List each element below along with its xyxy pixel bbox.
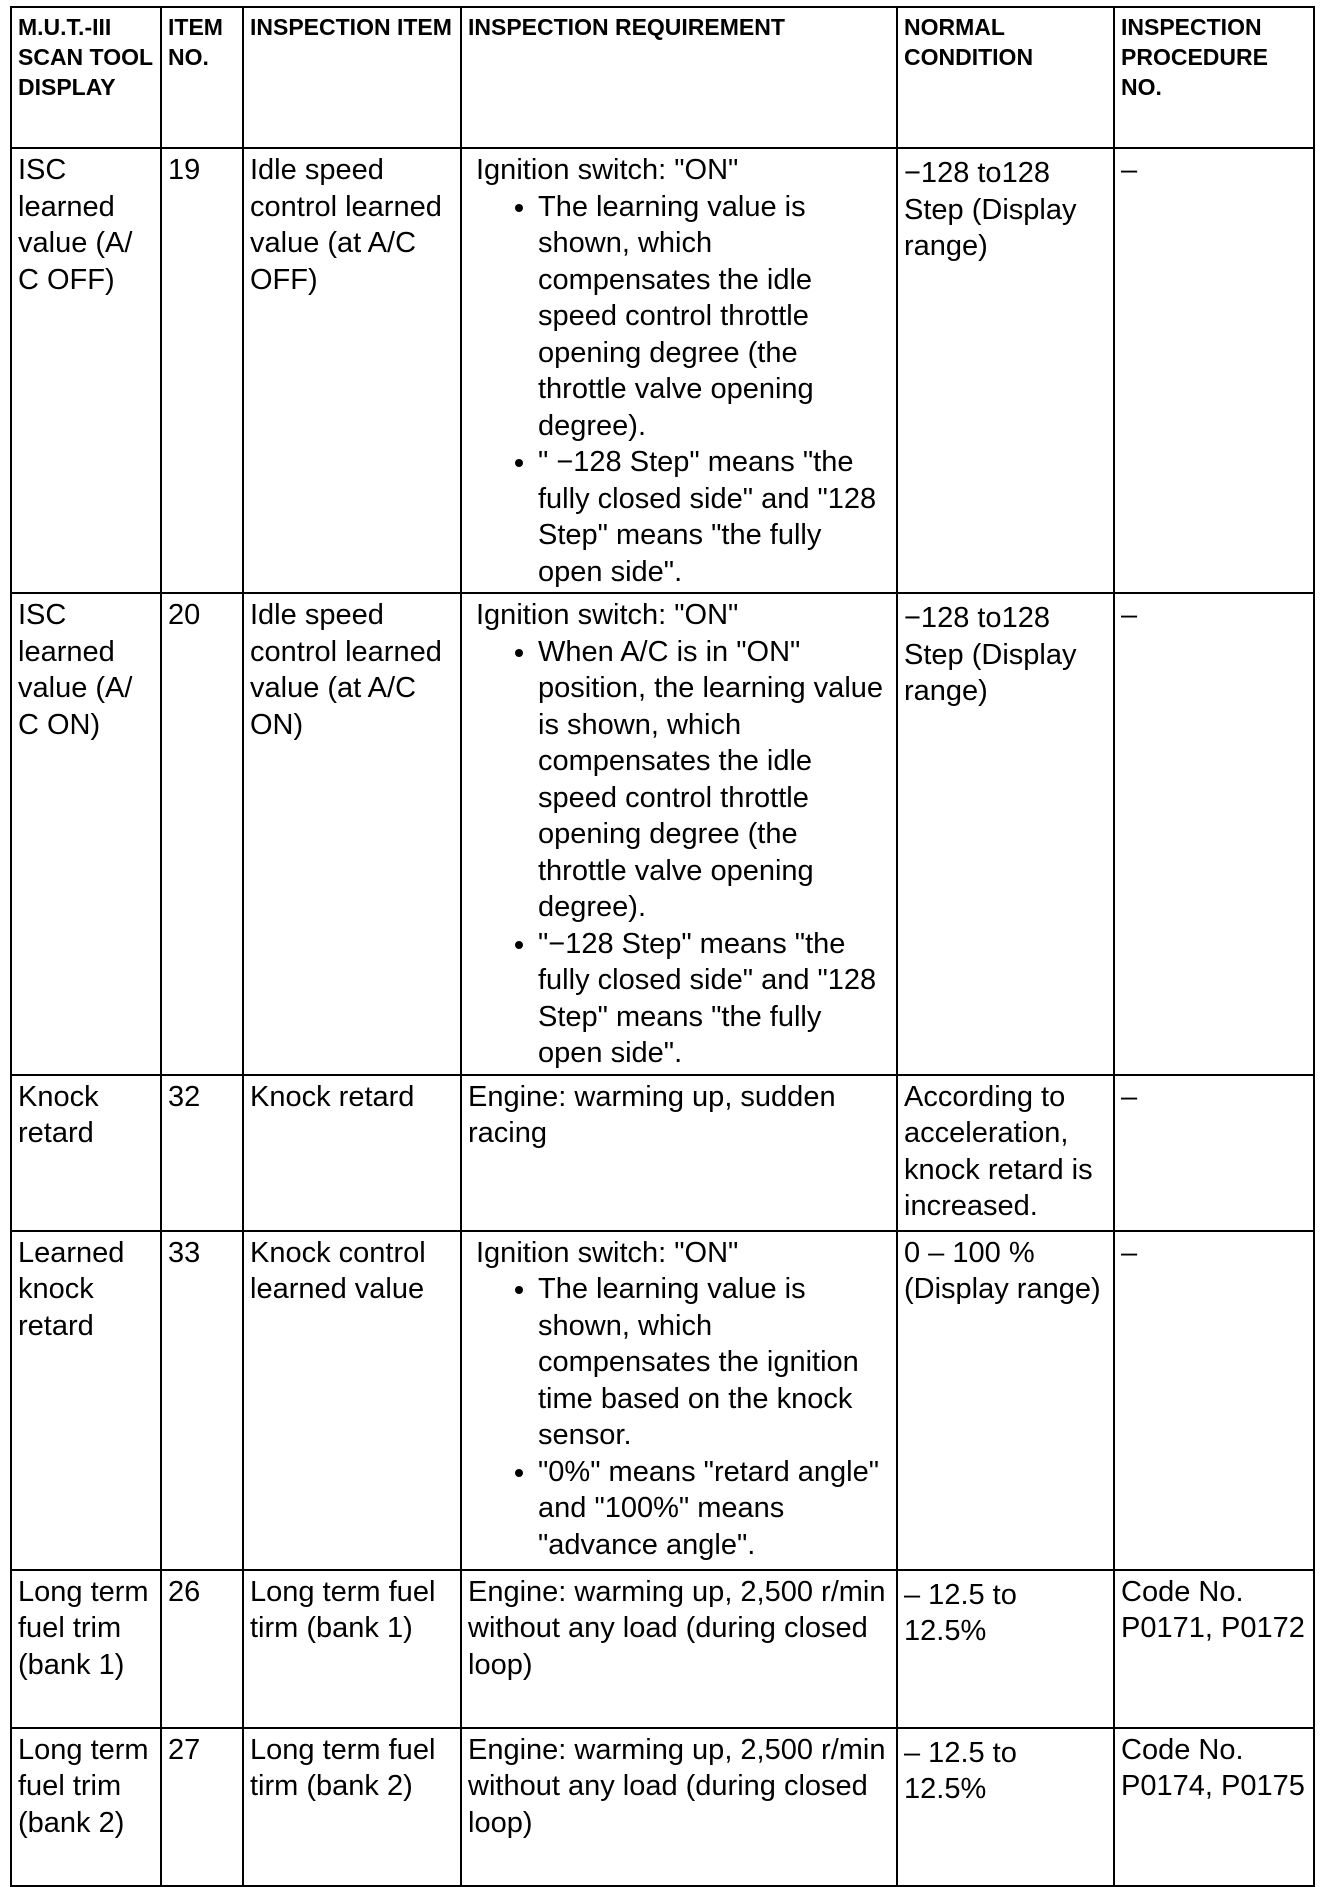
- cell-procedure: –: [1114, 1231, 1314, 1570]
- cell-requirement: [461, 593, 897, 1075]
- bullet-item: • "−128 Step" means "the fully closed side" and "128 Step" means "the fully open side".: [538, 926, 890, 1072]
- cell-procedure: Code No. P0174, P0175: [1114, 1728, 1314, 1886]
- cell-display: Learned knock retard: [11, 1231, 161, 1570]
- header-display: M.U.T.-III SCAN TOOL DISPLAY: [11, 7, 161, 148]
- bullet-item: • The learning value is shown, which compensates the ignition time based on the knock sensor.: [538, 1271, 890, 1454]
- cell-display: ISC learned value (A/ C OFF): [11, 148, 161, 593]
- cell-requirement: [461, 148, 897, 593]
- bullet-item: • When A/C is in "ON" position, the learning value is shown, which compensates the idle speed control throttle opening degree (the throttle valve opening degree).: [538, 634, 890, 926]
- cell-procedure: –: [1114, 1075, 1314, 1231]
- table-row: [11, 1231, 1314, 1570]
- bullet-item: • " −128 Step" means "the fully closed side" and "128 Step" means "the fully open side".: [538, 444, 890, 590]
- cell-display: Long term fuel trim (bank 2): [11, 1728, 161, 1886]
- header-item: INSPECTION ITEM: [243, 7, 461, 148]
- cell-normal: – 12.5 to 12.5%: [897, 1728, 1114, 1886]
- cell-item-no: 27: [161, 1728, 243, 1886]
- cell-procedure: Code No. P0171, P0172: [1114, 1570, 1314, 1728]
- requirement-text: Ignition switch: "ON": [476, 154, 739, 186]
- inspection-table: [10, 6, 1315, 1887]
- cell-item-no: 33: [161, 1231, 243, 1570]
- cell-normal: According to acceleration, knock retard is increased.: [897, 1075, 1114, 1231]
- requirement-text: Ignition switch: "ON": [476, 1236, 739, 1269]
- table-row: [11, 1075, 1314, 1231]
- requirement-bullets: [476, 189, 890, 591]
- cell-normal: – 12.5 to 12.5%: [897, 1570, 1114, 1728]
- cell-item: Knock control learned value: [243, 1231, 461, 1570]
- requirement-bullets: [476, 634, 890, 1072]
- cell-requirement: [461, 1231, 897, 1570]
- inspection-table-wrapper: [10, 6, 1313, 1887]
- cell-item-no: 26: [161, 1570, 243, 1728]
- cell-item: Long term fuel tirm (bank 1): [243, 1570, 461, 1728]
- requirement-bullets: [476, 1271, 890, 1563]
- table-row: [11, 1728, 1314, 1886]
- bullet-item: • The learning value is shown, which compensates the idle speed control throttle opening degree (the throttle valve opening degree).: [538, 189, 890, 445]
- cell-item-no: 32: [161, 1075, 243, 1231]
- header-requirement: INSPECTION REQUIREMENT: [461, 7, 897, 148]
- header-procedure: INSPECTION PROCEDURE NO.: [1114, 7, 1314, 148]
- cell-item: Long term fuel tirm (bank 2): [243, 1728, 461, 1886]
- table-row: [11, 148, 1314, 593]
- cell-item: Knock retard: [243, 1075, 461, 1231]
- header-row: [11, 7, 1314, 148]
- cell-normal: −128 to128 Step (Display range): [897, 593, 1114, 1075]
- cell-requirement: Engine: warming up, 2,500 r/min without any load (during closed loop): [461, 1570, 897, 1728]
- cell-requirement: Engine: warming up, sudden racing: [461, 1075, 897, 1231]
- table-row: [11, 593, 1314, 1075]
- cell-item-no: 20: [161, 593, 243, 1075]
- bullet-item: • "0%" means "retard angle" and "100%" means "advance angle".: [538, 1454, 890, 1564]
- cell-procedure: –: [1114, 148, 1314, 593]
- requirement-text: Ignition switch: "ON": [476, 599, 739, 631]
- header-item-no: ITEM NO.: [161, 7, 243, 148]
- cell-normal: 0 – 100 % (Display range): [897, 1231, 1114, 1570]
- cell-display: ISC learned value (A/ C ON): [11, 593, 161, 1075]
- cell-display: Knock retard: [11, 1075, 161, 1231]
- cell-item: Idle speed control learned value (at A/C OFF): [243, 148, 461, 593]
- table-row: [11, 1570, 1314, 1728]
- header-normal: NORMAL CONDITION: [897, 7, 1114, 148]
- cell-item-no: 19: [161, 148, 243, 593]
- cell-display: Long term fuel trim (bank 1): [11, 1570, 161, 1728]
- cell-requirement: Engine: warming up, 2,500 r/min without any load (during closed loop): [461, 1728, 897, 1886]
- cell-procedure: –: [1114, 593, 1314, 1075]
- cell-normal: −128 to128 Step (Display range): [897, 148, 1114, 593]
- cell-item: Idle speed control learned value (at A/C ON): [243, 593, 461, 1075]
